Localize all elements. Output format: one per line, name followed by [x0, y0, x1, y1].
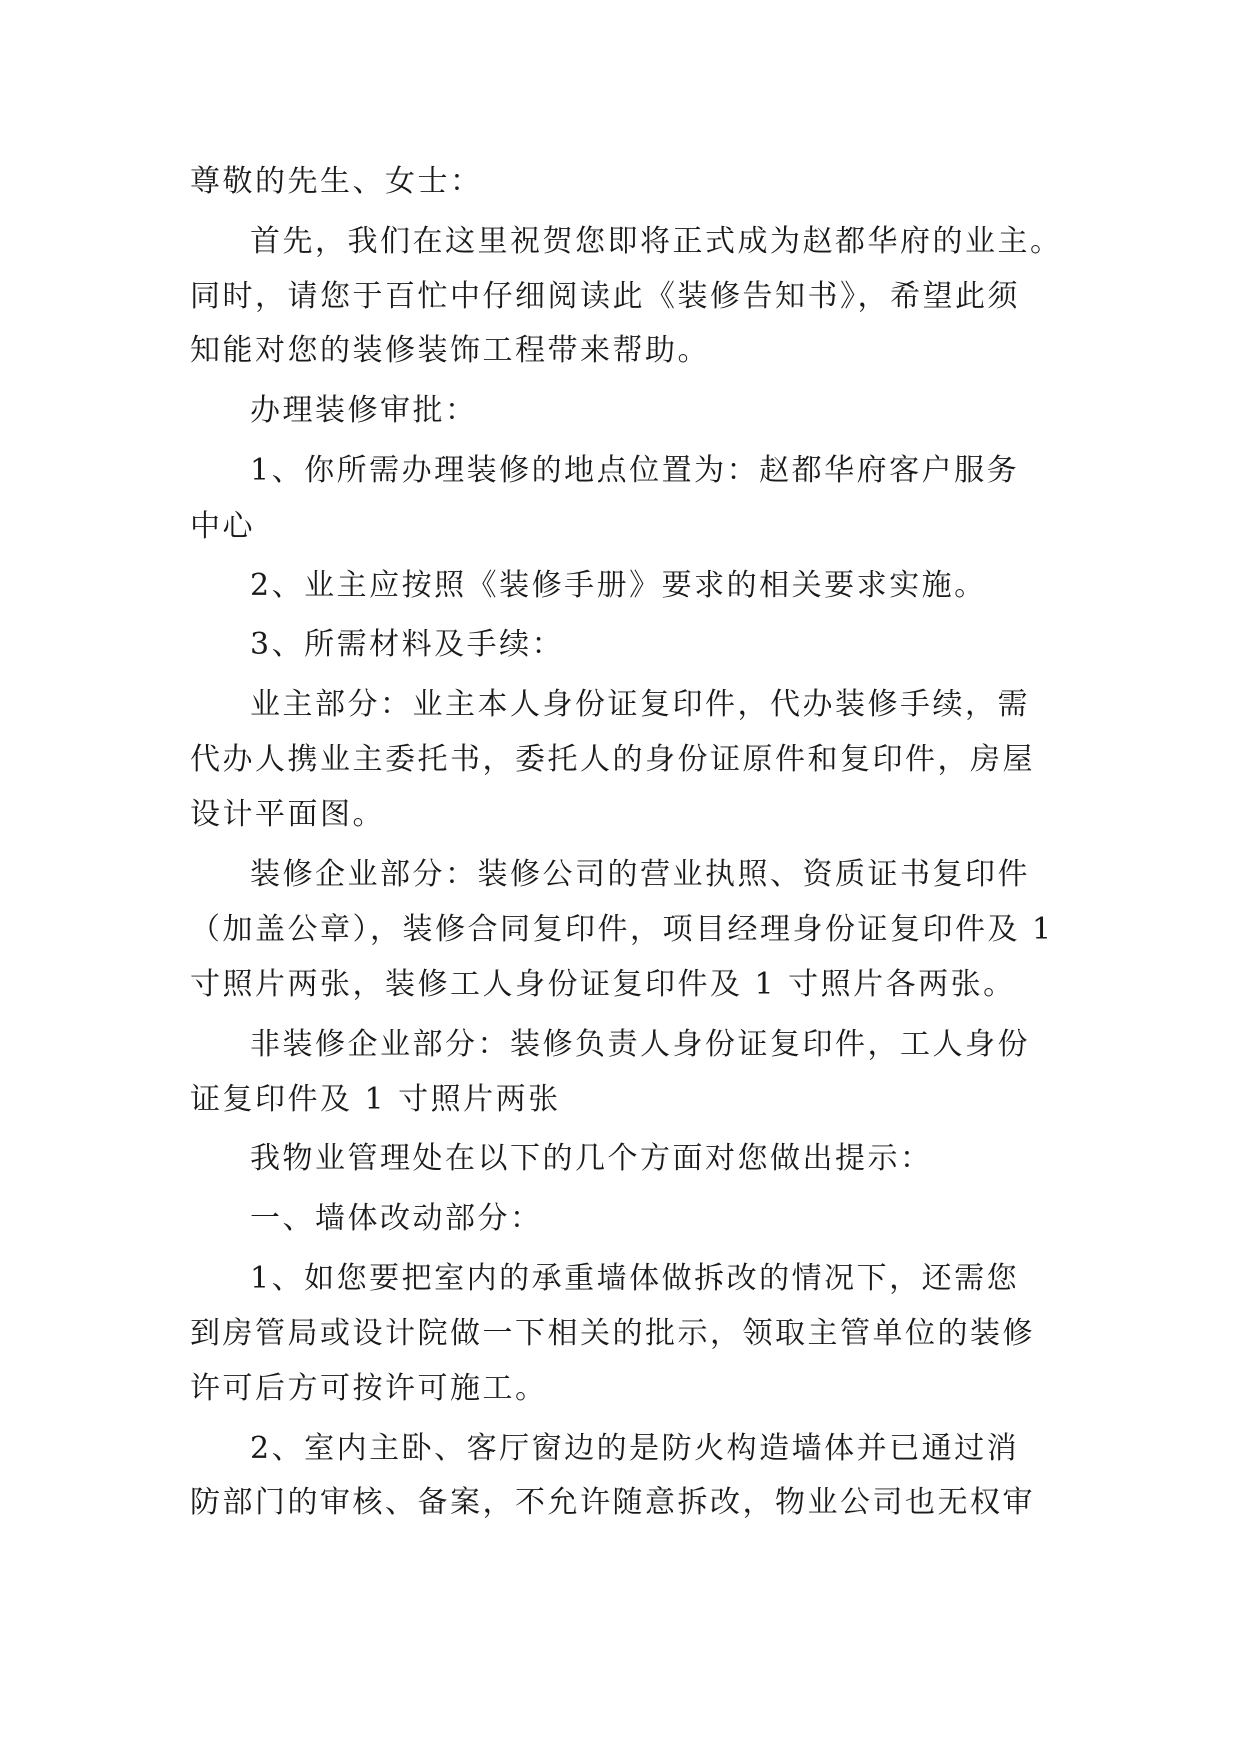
paragraph-line: 代办人携业主委托书，委托人的身份证原件和复印件，房屋 — [190, 742, 1035, 777]
paragraph-line: 证复印件及 1 寸照片两张 — [190, 1082, 561, 1117]
paragraph-line: 装修企业部分：装修公司的营业执照、资质证书复印件 — [250, 857, 1030, 892]
paragraph-line: 3、所需材料及手续： — [250, 627, 565, 662]
paragraph-line: 许可后方可按许可施工。 — [190, 1371, 548, 1406]
paragraph-line: 首先，我们在这里祝贺您即将正式成为赵都华府的业主。 — [250, 224, 1063, 259]
section-heading: 一、墙体改动部分： — [250, 1201, 543, 1236]
paragraph-line: 寸照片两张，装修工人身份证复印件及 1 寸照片各两张。 — [190, 967, 1016, 1002]
paragraph-line: 业主部分：业主本人身份证复印件，代办装修手续，需 — [250, 687, 1030, 722]
paragraph-line: 非装修企业部分：装修负责人身份证复印件，工人身份 — [250, 1027, 1030, 1062]
paragraph-line: 1、如您要把室内的承重墙体做拆改的情况下，还需您 — [250, 1261, 1020, 1296]
paragraph-line: 设计平面图。 — [190, 797, 385, 832]
paragraph-line: 知能对您的装修装饰工程带来帮助。 — [190, 333, 710, 368]
paragraph-line: 2、室内主卧、客厅窗边的是防火构造墙体并已通过消 — [250, 1431, 1020, 1466]
paragraph-line: （加盖公章），装修合同复印件，项目经理身份证复印件及 1 — [190, 912, 1054, 947]
paragraph-line: 中心 — [190, 509, 255, 544]
section-heading: 办理装修审批： — [250, 393, 478, 428]
paragraph-line: 防部门的审核、备案，不允许随意拆改，物业公司也无权审 — [190, 1485, 1035, 1520]
paragraph-line: 1、你所需办理装修的地点位置为：赵都华府客户服务 — [250, 453, 1020, 488]
paragraph-line: 我物业管理处在以下的几个方面对您做出提示： — [250, 1141, 933, 1176]
paragraph-line: 同时，请您于百忙中仔细阅读此《装修告知书》，希望此须 — [190, 279, 1020, 314]
salutation: 尊敬的先生、女士： — [190, 164, 483, 199]
paragraph-line: 到房管局或设计院做一下相关的批示，领取主管单位的装修 — [190, 1316, 1035, 1351]
paragraph-line: 2、业主应按照《装修手册》要求的相关要求实施。 — [250, 568, 987, 603]
